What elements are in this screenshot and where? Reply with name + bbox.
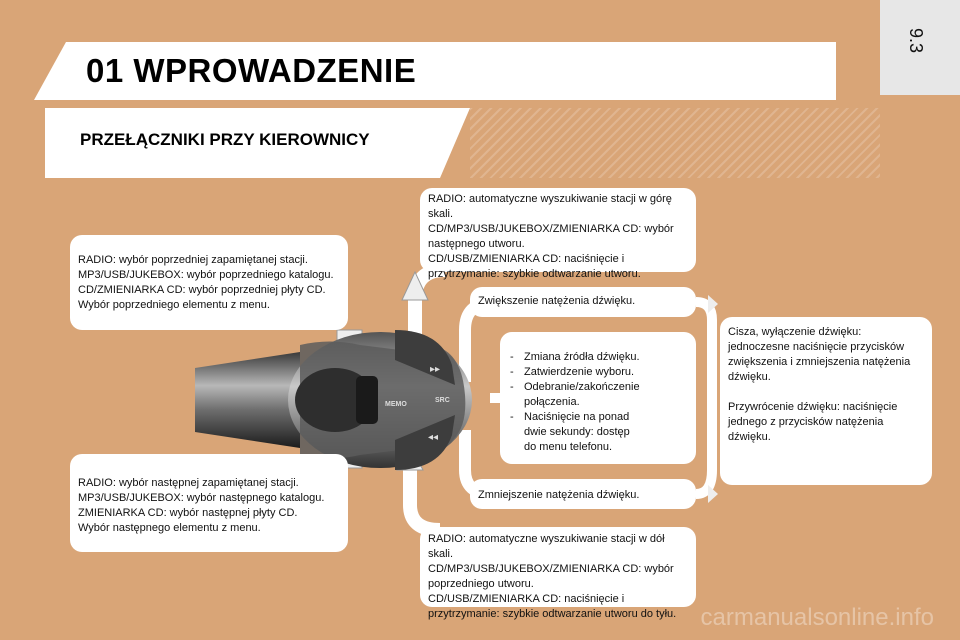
src-label: SRC bbox=[435, 397, 450, 404]
callout-line: ZMIENIARKA CD: wybór następnej płyty CD. bbox=[78, 507, 298, 519]
callout-volume-up bbox=[470, 287, 696, 317]
callout-source bbox=[500, 332, 696, 464]
watermark: carmanualsonline.info bbox=[700, 604, 934, 631]
memo-wheel bbox=[356, 376, 378, 424]
callout-seek-down bbox=[420, 527, 696, 620]
callout-line: MP3/USB/JUKEBOX: wybór następnego katalogu. bbox=[78, 492, 325, 504]
callout-line: poprzedniego utworu. bbox=[428, 578, 534, 590]
callout-line: przytrzymanie: szybkie odtwarzanie utworu do tyłu. bbox=[428, 608, 677, 620]
connector-mute bbox=[696, 302, 712, 494]
rewind-icon: ◂◂ bbox=[428, 432, 439, 443]
callout-line: CD/USB/ZMIENIARKA CD: naciśnięcie i bbox=[428, 253, 625, 265]
callout-line: następnego utworu. bbox=[428, 238, 525, 250]
callout-line: przytrzymanie: szybkie odtwarzanie utworu. bbox=[428, 268, 641, 280]
callout-line: Przywrócenie dźwięku: naciśnięcie jednego z przycisków natężenia dźwięku. bbox=[728, 401, 898, 443]
callout-line: Wybór poprzedniego elementu z menu. bbox=[78, 299, 270, 311]
callout-line: Wybór następnego elementu z menu. bbox=[78, 522, 261, 534]
callout-line: Zwiększenie natężenia dźwięku. bbox=[478, 295, 636, 307]
callout-seek-up bbox=[420, 188, 696, 280]
callout-line: RADIO: automatyczne wyszukiwanie stacji w dół skali. bbox=[428, 533, 665, 560]
callout-line: RADIO: wybór poprzedniej zapamiętanej stacji. bbox=[78, 254, 308, 266]
callout-next-station bbox=[70, 454, 348, 552]
callout-volume-down bbox=[470, 479, 696, 509]
callout-line: CD/MP3/USB/JUKEBOX/ZMIENIARKA CD: wybór bbox=[428, 563, 674, 575]
callout-prev-station bbox=[70, 235, 348, 330]
callout-line: CD/ZMIENIARKA CD: wybór poprzedniej płyty CD. bbox=[78, 284, 326, 296]
callout-line: RADIO: wybór następnej zapamiętanej stacji. bbox=[78, 477, 299, 489]
callout-line: Zmniejszenie natężenia dźwięku. bbox=[478, 489, 640, 501]
list-item: - Zmiana źródła dźwięku. bbox=[508, 350, 688, 365]
fast-forward-icon: ▸▸ bbox=[430, 364, 441, 375]
page-number: 9.3 bbox=[906, 27, 927, 54]
callout-line: Cisza, wyłączenie dźwięku: jednoczesne naciśnięcie przycisków zwiększenia i zmniejszenia natężenia dźwięku. bbox=[728, 326, 911, 383]
memo-label: MEMO bbox=[385, 401, 407, 408]
stalk-shaft bbox=[195, 352, 300, 448]
callout-line: CD/MP3/USB/JUKEBOX/ZMIENIARKA CD: wybór bbox=[428, 223, 674, 235]
list-item: - Odebranie/zakończenie połączenia. bbox=[508, 380, 644, 410]
callout-line: CD/USB/ZMIENIARKA CD: naciśnięcie i bbox=[428, 593, 625, 605]
callout-line: MP3/USB/JUKEBOX: wybór poprzedniego katalogu. bbox=[78, 269, 334, 281]
callout-line: skali. bbox=[428, 208, 454, 220]
callout-mute bbox=[720, 317, 932, 485]
page-title: 01 WPROWADZENIE bbox=[86, 52, 417, 89]
callout-line: RADIO: automatyczne wyszukiwanie stacji w górę bbox=[428, 193, 672, 205]
section-title: PRZEŁĄCZNIKI PRZY KIEROWNICY bbox=[80, 130, 370, 149]
list-item: - Naciśnięcie na ponad dwie sekundy: dostęp do menu telefonu. bbox=[508, 410, 644, 455]
list-item: - Zatwierdzenie wyboru. bbox=[508, 365, 688, 380]
